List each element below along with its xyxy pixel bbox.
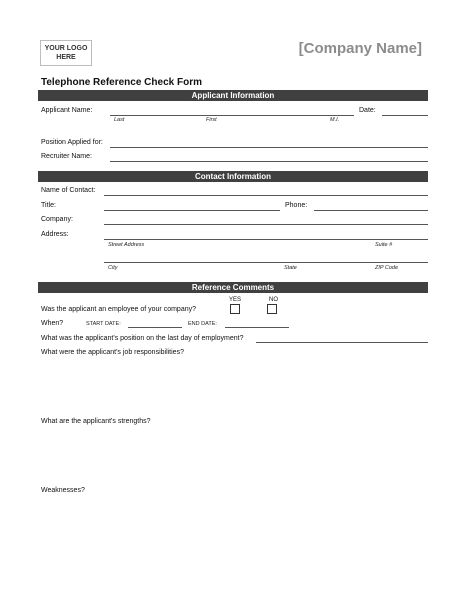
first-name-caption: First	[206, 117, 217, 123]
last-position-question: What was the applicant's position on the last day of employment?	[41, 335, 244, 342]
company-name: [Company Name]	[298, 40, 422, 57]
yes-checkbox[interactable]	[230, 304, 240, 314]
applicant-section-heading: Applicant Information	[38, 90, 428, 101]
end-date-label: END DATE:	[188, 321, 217, 327]
last-name-caption: Last	[114, 117, 125, 123]
phone-label: Phone:	[285, 202, 308, 209]
contact-section-heading: Contact Information	[38, 171, 428, 182]
phone-field[interactable]	[314, 210, 428, 211]
contact-title-label: Title:	[41, 202, 56, 209]
position-applied-label: Position Applied for:	[41, 139, 103, 146]
weaknesses-question: Weaknesses?	[41, 487, 85, 494]
logo-placeholder: YOUR LOGO HERE	[40, 40, 92, 66]
middle-initial-caption: M.I.	[330, 117, 340, 123]
start-date-label: START DATE:	[86, 321, 121, 327]
applicant-name-label: Applicant Name:	[41, 107, 93, 114]
contact-name-label: Name of Contact:	[41, 187, 96, 194]
company-field[interactable]	[104, 224, 428, 225]
recruiter-name-label: Recruiter Name:	[41, 153, 92, 160]
address-label: Address:	[41, 231, 69, 238]
form-title: Telephone Reference Check Form	[41, 77, 202, 88]
strengths-question: What are the applicant's strengths?	[41, 418, 151, 425]
date-label: Date:	[359, 107, 376, 114]
end-date-field[interactable]	[225, 327, 289, 328]
company-label: Company:	[41, 216, 73, 223]
state-caption: State	[284, 265, 297, 271]
city-caption: City	[108, 265, 118, 271]
suite-caption: Suite #	[375, 242, 393, 248]
recruiter-name-field[interactable]	[110, 161, 428, 162]
position-applied-field[interactable]	[110, 147, 428, 148]
yes-column-label: YES	[229, 297, 242, 303]
contact-title-field[interactable]	[104, 210, 280, 211]
when-label: When?	[41, 320, 64, 327]
street-address-field[interactable]	[104, 239, 428, 240]
no-column-label: NO	[269, 297, 278, 303]
city-state-zip-field[interactable]	[104, 262, 428, 263]
employee-question: Was the applicant an employee of your company?	[41, 306, 196, 313]
responsibilities-question: What were the applicant's job responsibilities?	[41, 349, 184, 356]
contact-name-field[interactable]	[104, 195, 428, 196]
street-address-caption: Street Address	[108, 242, 145, 248]
start-date-field[interactable]	[128, 327, 182, 328]
applicant-name-field[interactable]	[110, 115, 354, 116]
no-checkbox[interactable]	[267, 304, 277, 314]
reference-section-heading: Reference Comments	[38, 282, 428, 293]
last-position-field[interactable]	[256, 342, 428, 343]
zip-caption: ZIP Code	[375, 265, 399, 271]
date-field[interactable]	[382, 115, 428, 116]
